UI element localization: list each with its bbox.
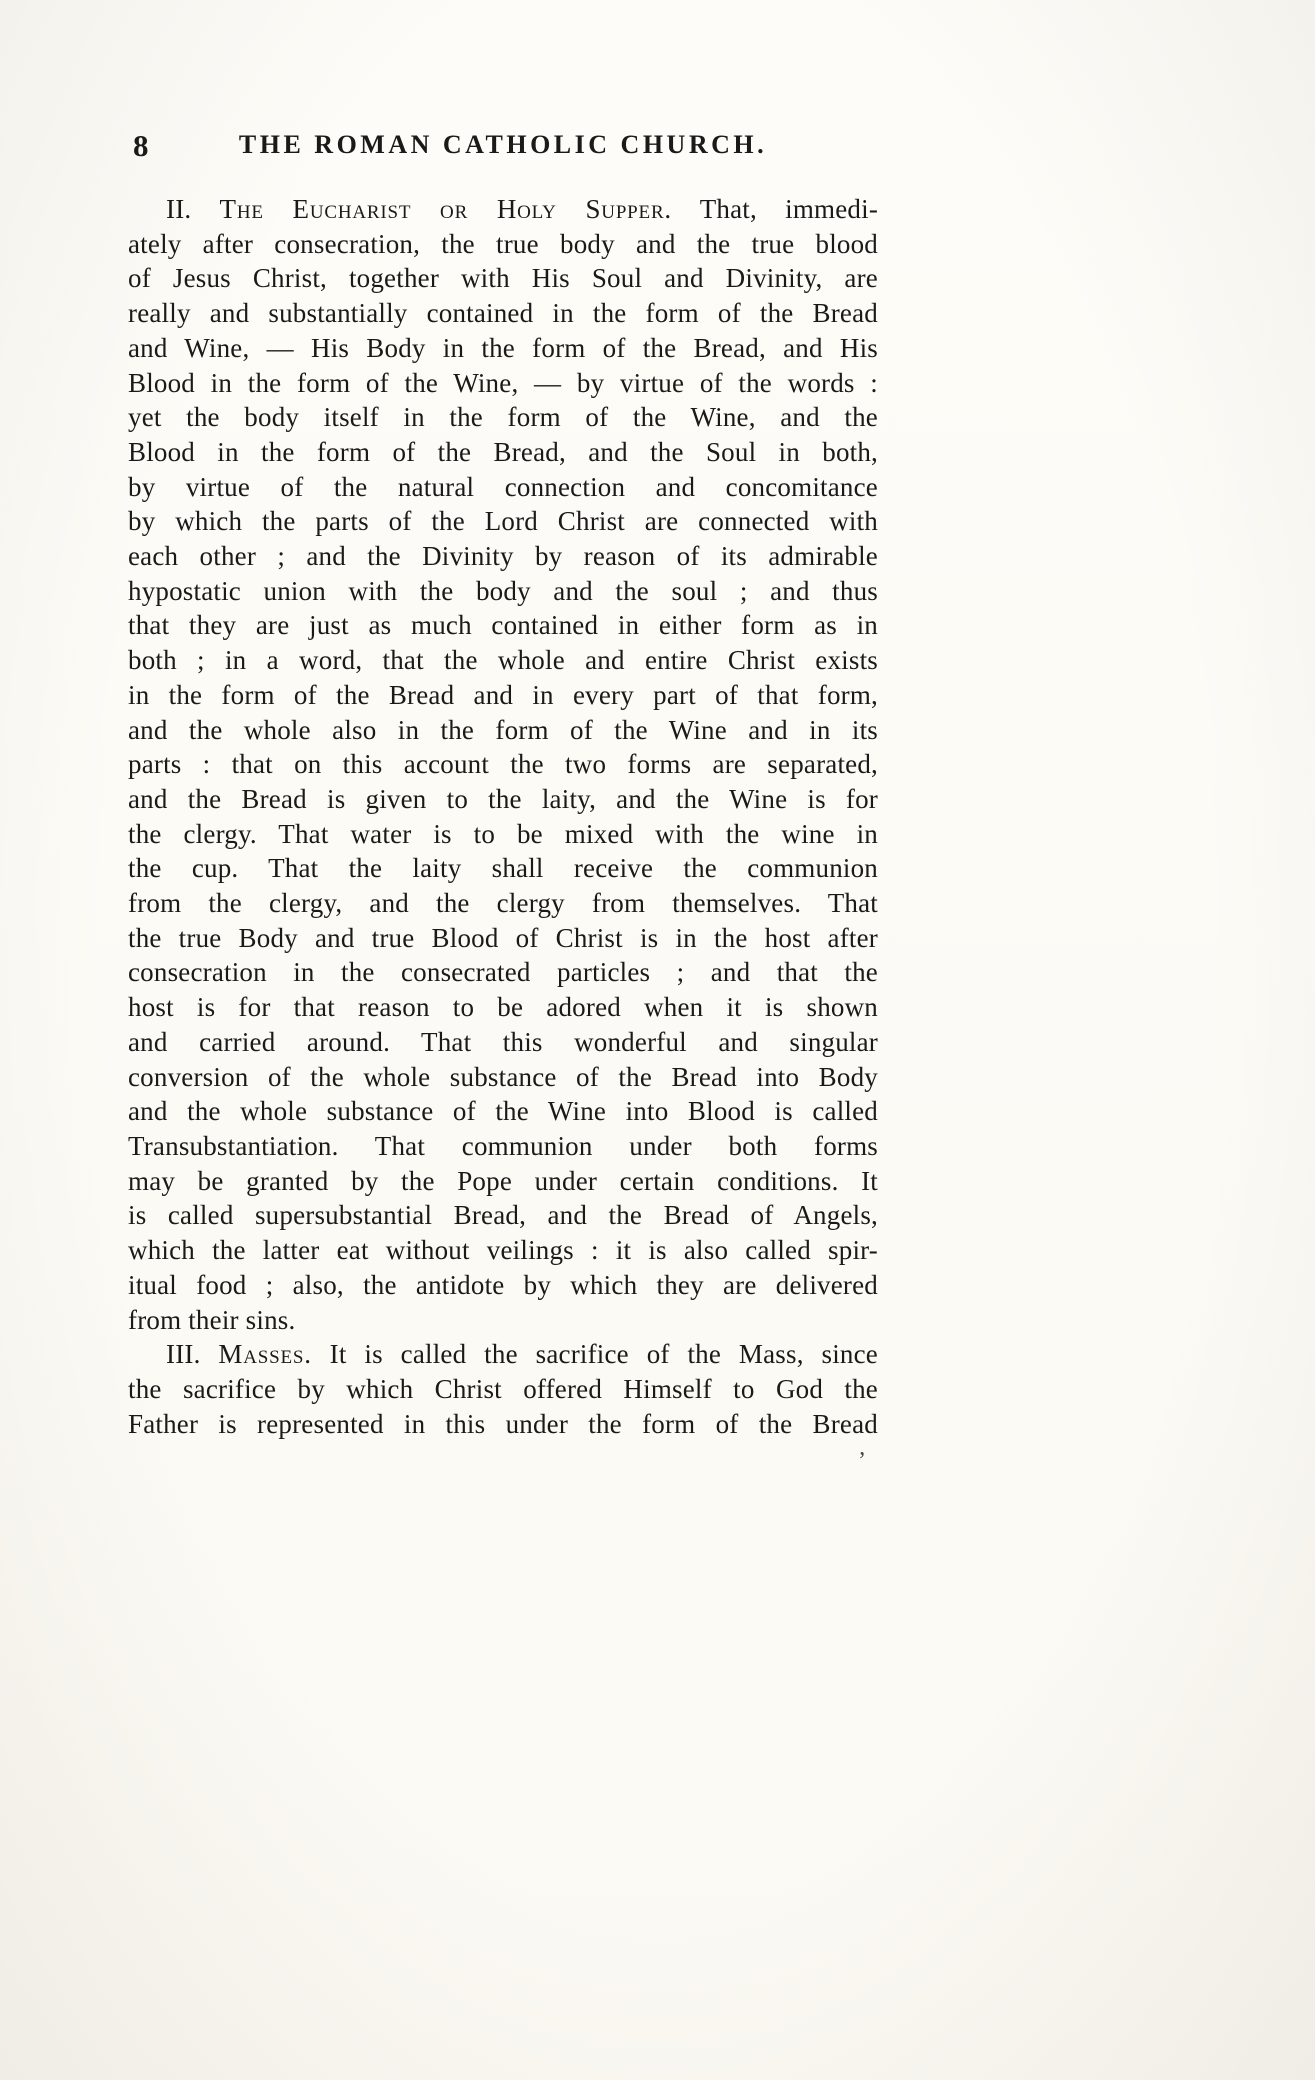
text-line: ately after consecration, the true body and the true blood (128, 228, 878, 259)
text-line: that they are just as much contained in either form as in (128, 610, 878, 641)
text-line: from the clergy, and the clergy from themselves. That (128, 888, 878, 919)
paragraph-lines (128, 227, 878, 1338)
text-line: both ; in a word, that the whole and entire Christ exists (128, 645, 878, 676)
paragraph-first-line (128, 192, 878, 227)
text-line: and the whole also in the form of the Wine and in its (128, 714, 878, 745)
text-line: itual food ; also, the antidote by which they are delivered (128, 1269, 878, 1300)
section-eucharist (128, 192, 878, 1337)
text-line: conversion of the whole substance of the Bread into Body (128, 1061, 878, 1092)
text-line: which the latter eat without veilings : it is also called spir- (128, 1235, 878, 1266)
text-line: the sacrifice by which Christ offered Himself to God the (128, 1373, 878, 1404)
text-line: Blood in the form of the Bread, and the Soul in both, (128, 436, 878, 467)
stray-ink-mark: ’ (858, 1448, 866, 1474)
text-line: and the whole substance of the Wine into Blood is called (128, 1096, 878, 1127)
paragraph-lines (128, 1372, 878, 1441)
text-line: may be granted by the Pope under certain conditions. It (128, 1165, 878, 1196)
page-number: 8 (133, 128, 150, 163)
text-line: by which the parts of the Lord Christ are connected with (128, 506, 878, 537)
text-line: yet the body itself in the form of the Wine, and the (128, 402, 878, 433)
section-numeral: II. (166, 194, 192, 224)
text-line: each other ; and the Divinity by reason of its admirable (128, 541, 878, 572)
text-line: Blood in the form of the Wine, — by virtue of the words : (128, 367, 878, 398)
section-numeral: III. (166, 1339, 201, 1370)
text-line: from their sins. (128, 1304, 296, 1335)
text-line: Father is represented in this under the form of the Bread (128, 1408, 878, 1439)
text-line: parts : that on this account the two forms are separated, (128, 749, 878, 780)
text-line: of Jesus Christ, together with His Soul and Divinity, are (128, 263, 878, 294)
text-line: and carried around. That this wonderful and singular (128, 1026, 878, 1057)
text-line: and Wine, — His Body in the form of the Bread, and His (128, 332, 878, 363)
text-line: hypostatic union with the body and the soul ; and thus (128, 575, 878, 606)
section-masses (128, 1337, 878, 1441)
text-line: consecration in the consecrated particles ; and that the (128, 957, 878, 988)
paragraph-first-line (128, 1337, 878, 1372)
text-line: by virtue of the natural connection and concomitance (128, 471, 878, 502)
section-heading: The Eucharist or Holy Supper. (219, 194, 672, 224)
text-line: Transubstantiation. That communion under both forms (128, 1130, 878, 1161)
first-line-text: It is called the sacrifice of the Mass, since (329, 1339, 878, 1370)
text-line: in the form of the Bread and in every part of that form, (128, 679, 878, 710)
text-line: the true Body and true Blood of Christ is in the host after (128, 922, 878, 953)
text-line: the cup. That the laity shall receive the communion (128, 853, 878, 884)
text-line: the clergy. That water is to be mixed with the wine in (128, 818, 878, 849)
page-header (128, 128, 878, 168)
text-line: and the Bread is given to the laity, and the Wine is for (128, 783, 878, 814)
first-line-text: That, immedi- (699, 194, 879, 224)
body-text (128, 192, 878, 1441)
text-line: is called supersubstantial Bread, and the Bread of Angels, (128, 1200, 878, 1231)
text-line: host is for that reason to be adored when it is shown (128, 992, 878, 1023)
text-line: really and substantially contained in the form of the Bread (128, 298, 878, 329)
section-heading: Masses. (218, 1339, 312, 1370)
running-title: THE ROMAN CATHOLIC CHURCH. (238, 130, 768, 159)
